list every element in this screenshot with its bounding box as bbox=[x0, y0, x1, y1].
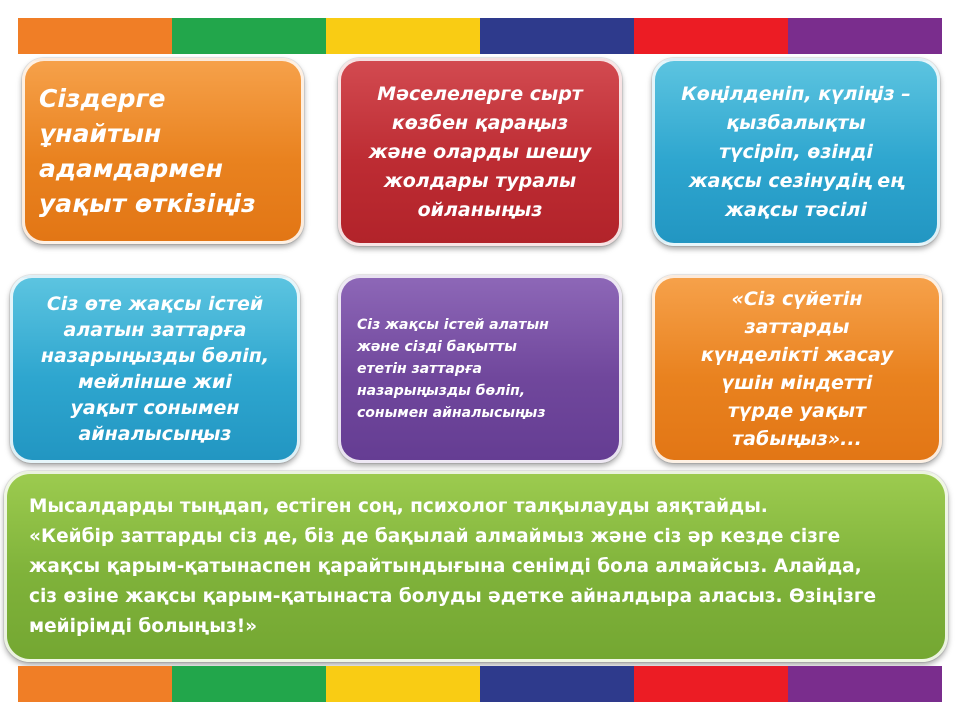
stripe-segment-orange bbox=[18, 18, 172, 54]
card-text: Мысалдарды тыңдап, естіген соң, психолог талқылауды аяқтайды. «Кейбір заттарды сіз де, біз де бақылай алмаймыз және сіз әр кезде сізге жақсы қарым-қатынаспен қарайтындығына сенімді бола алмайсыз. Алайда, сіз өзіне жақсы қарым-қатынаста болуды әдетке айналдыра аласыз. Өзіңізге мейірімді болыңыз!» bbox=[29, 495, 877, 637]
stripe-segment-green bbox=[172, 666, 326, 702]
stripe-segment-green bbox=[172, 18, 326, 54]
card-text: Сіз жақсы істей алатын және сізді бақытты ететін заттарға назарыңызды бөліп, сонымен айналысыңыз bbox=[357, 317, 549, 421]
top-color-stripe bbox=[18, 18, 942, 54]
stripe-segment-navy bbox=[480, 666, 634, 702]
stripe-segment-purple bbox=[788, 666, 942, 702]
card-psychologist-conclusion bbox=[4, 471, 948, 662]
card-text: Сіздерге ұнайтын адамдармен уақыт өткізіңіз bbox=[39, 84, 256, 218]
stripe-segment-navy bbox=[480, 18, 634, 54]
stripe-segment-red bbox=[634, 18, 788, 54]
card-happy-activities bbox=[338, 275, 622, 463]
bottom-color-stripe bbox=[18, 666, 942, 702]
stripe-segment-orange bbox=[18, 666, 172, 702]
stripe-segment-yellow bbox=[326, 666, 480, 702]
card-text: «Сіз сүйетін заттарды күнделікті жасау үшін міндетті түрде уақыт табыңыз»... bbox=[700, 288, 894, 450]
stripe-segment-purple bbox=[788, 18, 942, 54]
stripe-segment-yellow bbox=[326, 18, 480, 54]
card-daily-favorite-things bbox=[652, 275, 942, 463]
card-look-at-problems bbox=[338, 58, 622, 246]
card-focus-on-strengths bbox=[10, 275, 300, 463]
card-text: Сіз өте жақсы істей алатын заттарға назарыңызды бөліп, мейлінше жиі уақыт сонымен айналысыңыз bbox=[40, 293, 270, 445]
card-laugh-and-relax bbox=[652, 58, 940, 246]
card-text: Мәселелерге сырт көзбен қараңыз және оларды шешу жолдары туралы ойланыңыз bbox=[368, 82, 592, 221]
card-spend-time-with-people bbox=[22, 58, 304, 244]
card-text: Көңілденіп, күліңіз – қызбалықты түсіріп, өзінді жақсы сезінудің ең жақсы тәсілі bbox=[681, 82, 911, 221]
stripe-segment-red bbox=[634, 666, 788, 702]
